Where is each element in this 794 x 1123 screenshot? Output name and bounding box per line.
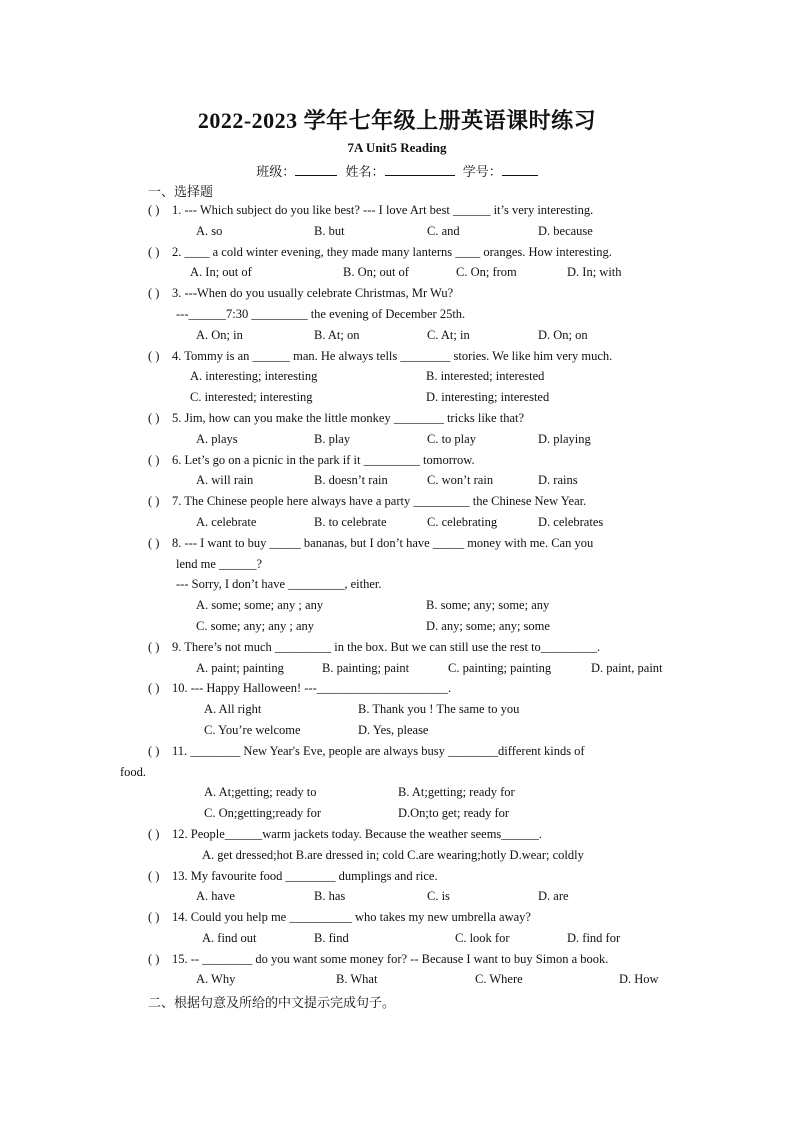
question-line [148,533,688,554]
question-line [148,678,688,699]
option-d[interactable]: D. How [619,972,659,987]
question-line [148,429,688,450]
question-4-text: 4. Tommy is an ______ man. He always tells ________ stories. We like him very much. [172,348,613,363]
question-line [148,886,688,907]
option-d[interactable]: D. playing [538,431,591,446]
question-line [148,304,688,325]
question-12-text: 12. People______warm jackets today. Because the weather seems______. [172,826,542,841]
question-line [148,242,688,263]
question-8-text: 8. --- I want to buy _____ bananas, but I don’t have _____ money with me. Can you [172,535,594,550]
option-c[interactable]: C. celebrating [427,514,498,529]
option-d[interactable]: D. find for [567,930,621,945]
option-b[interactable]: B. to celebrate [314,514,387,529]
question-line [148,491,688,512]
answer-paren[interactable]: ( ) [148,348,160,363]
class-label: 班级： [256,165,296,180]
question-line [148,200,688,221]
question-9-text: 9. There’s not much _________ in the box. But we can still use the rest to_________. [172,639,601,654]
question-line [148,470,688,491]
option-a[interactable]: A. have [196,889,235,904]
option-a[interactable]: A. some; some; any ; any [196,598,324,613]
name-blank[interactable] [385,163,455,176]
option-c[interactable]: C. You’re welcome [204,722,301,737]
option-a[interactable]: A. In; out of [190,265,252,280]
question-3-text: 3. ---When do you usually celebrate Christmas, Mr Wu? [172,286,454,301]
option-b[interactable]: B. Thank you ! The same to you [358,702,520,717]
question-7-text: 7. The Chinese people here always have a party _________ the Chinese New Year. [172,494,587,509]
option-c[interactable]: C. painting; painting [448,660,552,675]
option-c[interactable]: C. to play [427,431,476,446]
option-d[interactable]: D. Yes, please [358,722,429,737]
question-list [120,200,688,990]
question-line [120,762,688,783]
question-line [148,221,688,242]
option-b[interactable]: B. What [336,972,378,987]
option-c[interactable]: C. On;getting;ready for [204,806,321,821]
option-a[interactable]: A. so [196,223,223,238]
question-8-continuation: lend me ______? [176,556,263,571]
question-line [148,782,688,803]
option-c[interactable]: C. On; from [456,265,517,280]
option-a[interactable]: A. At;getting; ready to [204,785,317,800]
question-line [148,907,688,928]
option-c[interactable]: C. look for [455,930,510,945]
option-a[interactable]: A. plays [196,431,238,446]
question-line [148,283,688,304]
option-a[interactable]: A. will rain [196,473,254,488]
section-one-heading: 一、选择题 [148,185,214,200]
question-line [148,866,688,887]
answer-paren[interactable]: ( ) [148,286,160,301]
option-a[interactable]: A. On; in [196,327,243,342]
option-d[interactable]: D. On; on [538,327,588,342]
id-blank[interactable] [502,163,538,176]
option-row[interactable]: A. get dressed;hot B.are dressed in; cold C.are wearing;hotly D.wear; coldly [202,847,584,862]
question-line [148,720,688,741]
question-2-text: 2. ____ a cold winter evening, they made many lanterns ____ oranges. How interesting. [172,244,612,259]
question-10-text: 10. --- Happy Halloween! ---_____________________. [172,681,452,696]
question-11-text: 11. ________ New Year's Eve, people are always busy ________different kinds of [172,743,585,758]
option-b[interactable]: B. At; on [314,327,360,342]
option-d[interactable]: D. interesting; interested [426,390,550,405]
question-line [148,366,688,387]
option-b[interactable]: B. but [314,223,345,238]
question-line [148,325,688,346]
question-15-text: 15. -- ________ do you want some money for? -- Because I want to buy Simon a book. [172,951,609,966]
option-c[interactable]: C. some; any; any ; any [196,618,315,633]
question-line [148,741,688,762]
option-b[interactable]: B. find [314,930,349,945]
question-line [148,574,688,595]
question-line [148,637,688,658]
question-line [148,845,688,866]
answer-paren[interactable]: ( ) [148,743,160,758]
question-line [148,595,688,616]
question-6-text: 6. Let’s go on a picnic in the park if it _________ tomorrow. [172,452,475,467]
option-d[interactable]: D. paint, paint [591,660,663,675]
question-line [148,554,688,575]
question-8-continuation-2: --- Sorry, I don’t have _________, either. [176,577,382,592]
class-blank[interactable] [295,163,337,176]
answer-paren[interactable]: ( ) [148,681,160,696]
question-14-text: 14. Could you help me __________ who takes my new umbrella away? [172,910,531,925]
answer-paren[interactable]: ( ) [148,203,160,217]
question-5-text: 5. Jim, how can you make the little monkey ________ tricks like that? [172,410,525,425]
question-line [148,658,688,679]
option-a[interactable]: A. find out [202,930,257,945]
answer-paren[interactable]: ( ) [148,951,160,966]
question-line [148,803,688,824]
option-a[interactable]: A. celebrate [196,514,257,529]
question-line [148,949,688,970]
question-11-continuation: food. [120,764,147,779]
option-d[interactable]: D. In; with [567,265,622,280]
question-line [148,450,688,471]
name-label: 姓名： [345,165,385,180]
option-a[interactable]: A. paint; painting [196,660,284,675]
option-c[interactable]: C. Where [475,972,523,987]
question-line [148,928,688,949]
option-c[interactable]: C. and [427,223,460,238]
id-label: 学号： [462,165,502,180]
answer-paren[interactable]: ( ) [148,452,160,467]
option-b[interactable]: B. At;getting; ready for [398,785,515,800]
option-d[interactable]: D. because [538,223,593,238]
question-line [148,408,688,429]
option-b[interactable]: B. play [314,431,351,446]
option-d[interactable]: D. celebrates [538,514,604,529]
answer-paren[interactable]: ( ) [148,826,160,841]
option-d[interactable]: D. are [538,889,569,904]
answer-paren[interactable]: ( ) [148,244,160,259]
question-line [148,699,688,720]
option-b[interactable]: B. painting; paint [322,660,410,675]
question-line [148,512,688,533]
option-d[interactable]: D. any; some; any; some [426,618,550,633]
page-title: 2022-2023 学年七年级上册英语课时练习 [197,108,597,133]
option-c[interactable]: C. won’t rain [427,473,494,488]
option-b[interactable]: B. has [314,889,346,904]
question-13-text: 13. My favourite food ________ dumplings and rice. [172,868,438,883]
question-line [148,346,688,367]
question-line [148,824,688,845]
page-subtitle: 7A Unit5 Reading [347,140,447,155]
option-b[interactable]: B. interested; interested [426,369,545,384]
answer-paren[interactable]: ( ) [148,410,160,425]
student-info-line [0,161,794,180]
question-line [148,969,688,990]
answer-paren[interactable]: ( ) [148,639,160,654]
section-two-heading: 二、根据句意及所给的中文提示完成句子。 [148,996,396,1011]
option-a[interactable]: A. interesting; interesting [190,369,318,384]
option-c[interactable]: C. is [427,889,450,904]
question-line [148,616,688,637]
option-c[interactable]: C. interested; interesting [190,390,313,405]
question-3-continuation: ---______7:30 _________ the evening of December 25th. [176,306,466,321]
option-b[interactable]: B. On; out of [343,265,409,280]
option-b[interactable]: B. some; any; some; any [426,598,550,613]
answer-paren[interactable]: ( ) [148,535,160,550]
option-a[interactable]: A. Why [196,972,236,987]
option-a[interactable]: A. All right [204,702,262,717]
question-line [148,387,688,408]
answer-paren[interactable]: ( ) [148,494,160,509]
answer-paren[interactable]: ( ) [148,868,160,883]
option-b[interactable]: B. doesn’t rain [314,473,388,488]
question-1-text: 1. --- Which subject do you like best? --- I love Art best ______ it’s very interesting. [172,203,594,217]
answer-paren[interactable]: ( ) [148,910,160,925]
question-line [148,262,688,283]
option-d[interactable]: D. rains [538,473,578,488]
option-d[interactable]: D.On;to get; ready for [398,806,510,821]
option-c[interactable]: C. At; in [427,327,470,342]
